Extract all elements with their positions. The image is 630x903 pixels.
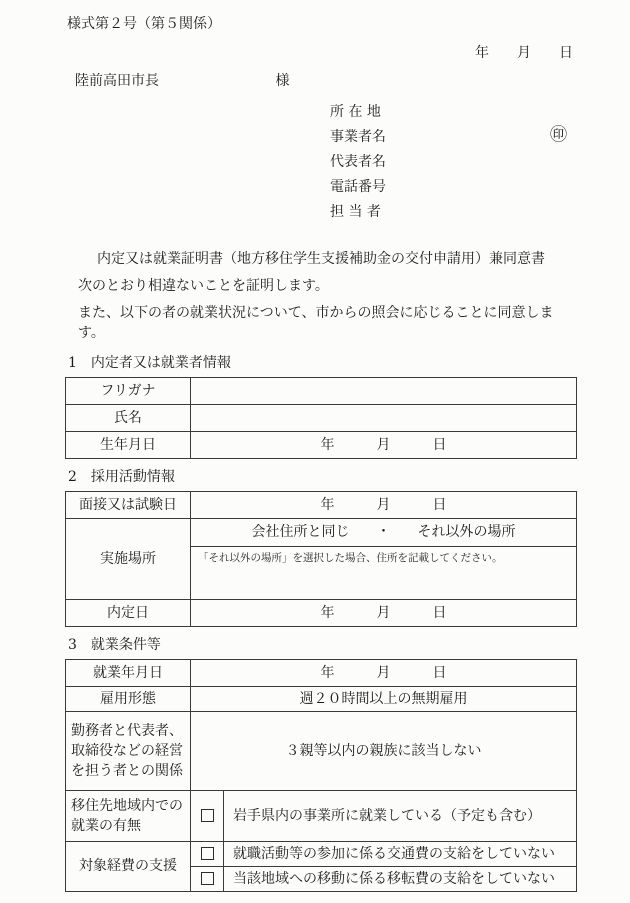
table-row [66,712,577,791]
start-date-input-cell[interactable]: 年 月 日 [191,660,577,687]
table-row [66,791,577,842]
table-row [66,432,577,459]
sender-contact-label: 担 当 者 [330,203,381,220]
section1-heading: 1 内定者又は就業者情報 [68,355,231,371]
location-note: 「それ以外の場所」を選択した場合、住所を記載してください。 [198,552,503,564]
recruitment-info-table [65,491,577,627]
start-date-label: 就業年月日 [66,660,191,687]
expense-transport-item: 就職活動等の参加に係る交通費の支給をしていない [224,842,577,867]
form-number: 様式第２号（第５関係） [67,16,221,32]
expense-relocation-checkbox[interactable] [201,872,214,885]
location-option-other[interactable]: それ以外の場所 [417,524,516,541]
sender-phone-label: 電話番号 [330,178,386,195]
expense-support-label: 対象経費の支援 [66,842,191,892]
table-row [66,519,577,547]
region-employment-checkbox[interactable] [201,809,214,822]
relation-value: ３親等以内の親族に該当しない [191,712,577,791]
relation-label-line1: 勤務者と代表者、 [71,722,183,739]
table-row [66,842,577,867]
location-label: 実施場所 [66,519,191,600]
region-employment-checkbox-cell [191,791,224,842]
table-row [66,492,577,519]
sender-address-row [330,98,577,123]
region-employment-label [66,791,191,842]
expense-transport-checkbox[interactable] [201,847,214,860]
region-employment-label-line2: 就業の有無 [71,818,141,834]
relation-label [66,712,191,791]
table-row [66,600,577,627]
addressee-name: 陸前高田市長 [75,73,159,89]
offer-date-label: 内定日 [66,600,191,627]
sender-representative-row [330,148,577,173]
table-row [66,687,577,712]
table-row [66,378,577,405]
statement-2: また、以下の者の就業状況について、市からの照会に応じることに同意します。 [78,305,554,341]
location-address-input-cell[interactable] [191,547,577,600]
applicant-info-table [65,377,577,459]
birthdate-label: 生年月日 [66,432,191,459]
statement-1: 次のとおり相違ないことを証明します。 [78,278,329,294]
name-input-cell[interactable] [191,405,577,432]
sender-representative-label: 代表者名 [330,153,386,170]
location-address-write-space[interactable] [198,565,569,595]
sender-address-label: 所 在 地 [330,103,381,120]
expense-transport-checkbox-cell [191,842,224,867]
furigana-label: フリガナ [66,378,191,405]
table-row [66,660,577,687]
region-employment-label-line1: 移住先地域内での [71,797,183,814]
expense-relocation-checkbox-cell [191,867,224,892]
document-title: 内定又は就業証明書（地方移住学生支援補助金の交付申請用）兼同意書 [97,251,545,267]
addressee-line [75,71,577,91]
interview-date-label: 面接又は試験日 [66,492,191,519]
section2-heading: 2 採用活動情報 [68,469,175,485]
employment-type-value: 週２０時間以上の無期雇用 [191,687,577,712]
employment-type-label: 雇用形態 [66,687,191,712]
sender-contact-row [330,198,577,223]
name-label: 氏名 [66,405,191,432]
seal-mark-icon: ㊞ [550,125,567,145]
date-line: 年 月 日 [475,45,573,61]
location-options-cell [191,519,577,547]
relation-label-line2: 取締役などの経営 [71,742,183,759]
sender-phone-row [330,173,577,198]
region-employment-item: 岩手県内の事業所に就業している（予定も含む） [224,791,577,842]
employment-conditions-table [65,659,577,892]
location-option-separator: ・ [376,524,391,541]
offer-date-input-cell[interactable]: 年 月 日 [191,600,577,627]
birthdate-input-cell[interactable]: 年 月 日 [191,432,577,459]
sender-business-name-label: 事業者名 [330,128,386,145]
location-option-same-as-company[interactable]: 会社住所と同じ [251,524,350,541]
interview-date-input-cell[interactable]: 年 月 日 [191,492,577,519]
sender-business-name-row [330,123,577,148]
table-row [66,405,577,432]
addressee-honorific: 様 [275,73,290,89]
section3-heading: 3 就業条件等 [68,637,161,653]
relation-label-line3: を担う者との関係 [71,763,183,780]
sender-block [330,98,577,223]
furigana-input-cell[interactable] [191,378,577,405]
expense-relocation-item: 当該地域への移動に係る移転費の支給をしていない [224,867,577,892]
